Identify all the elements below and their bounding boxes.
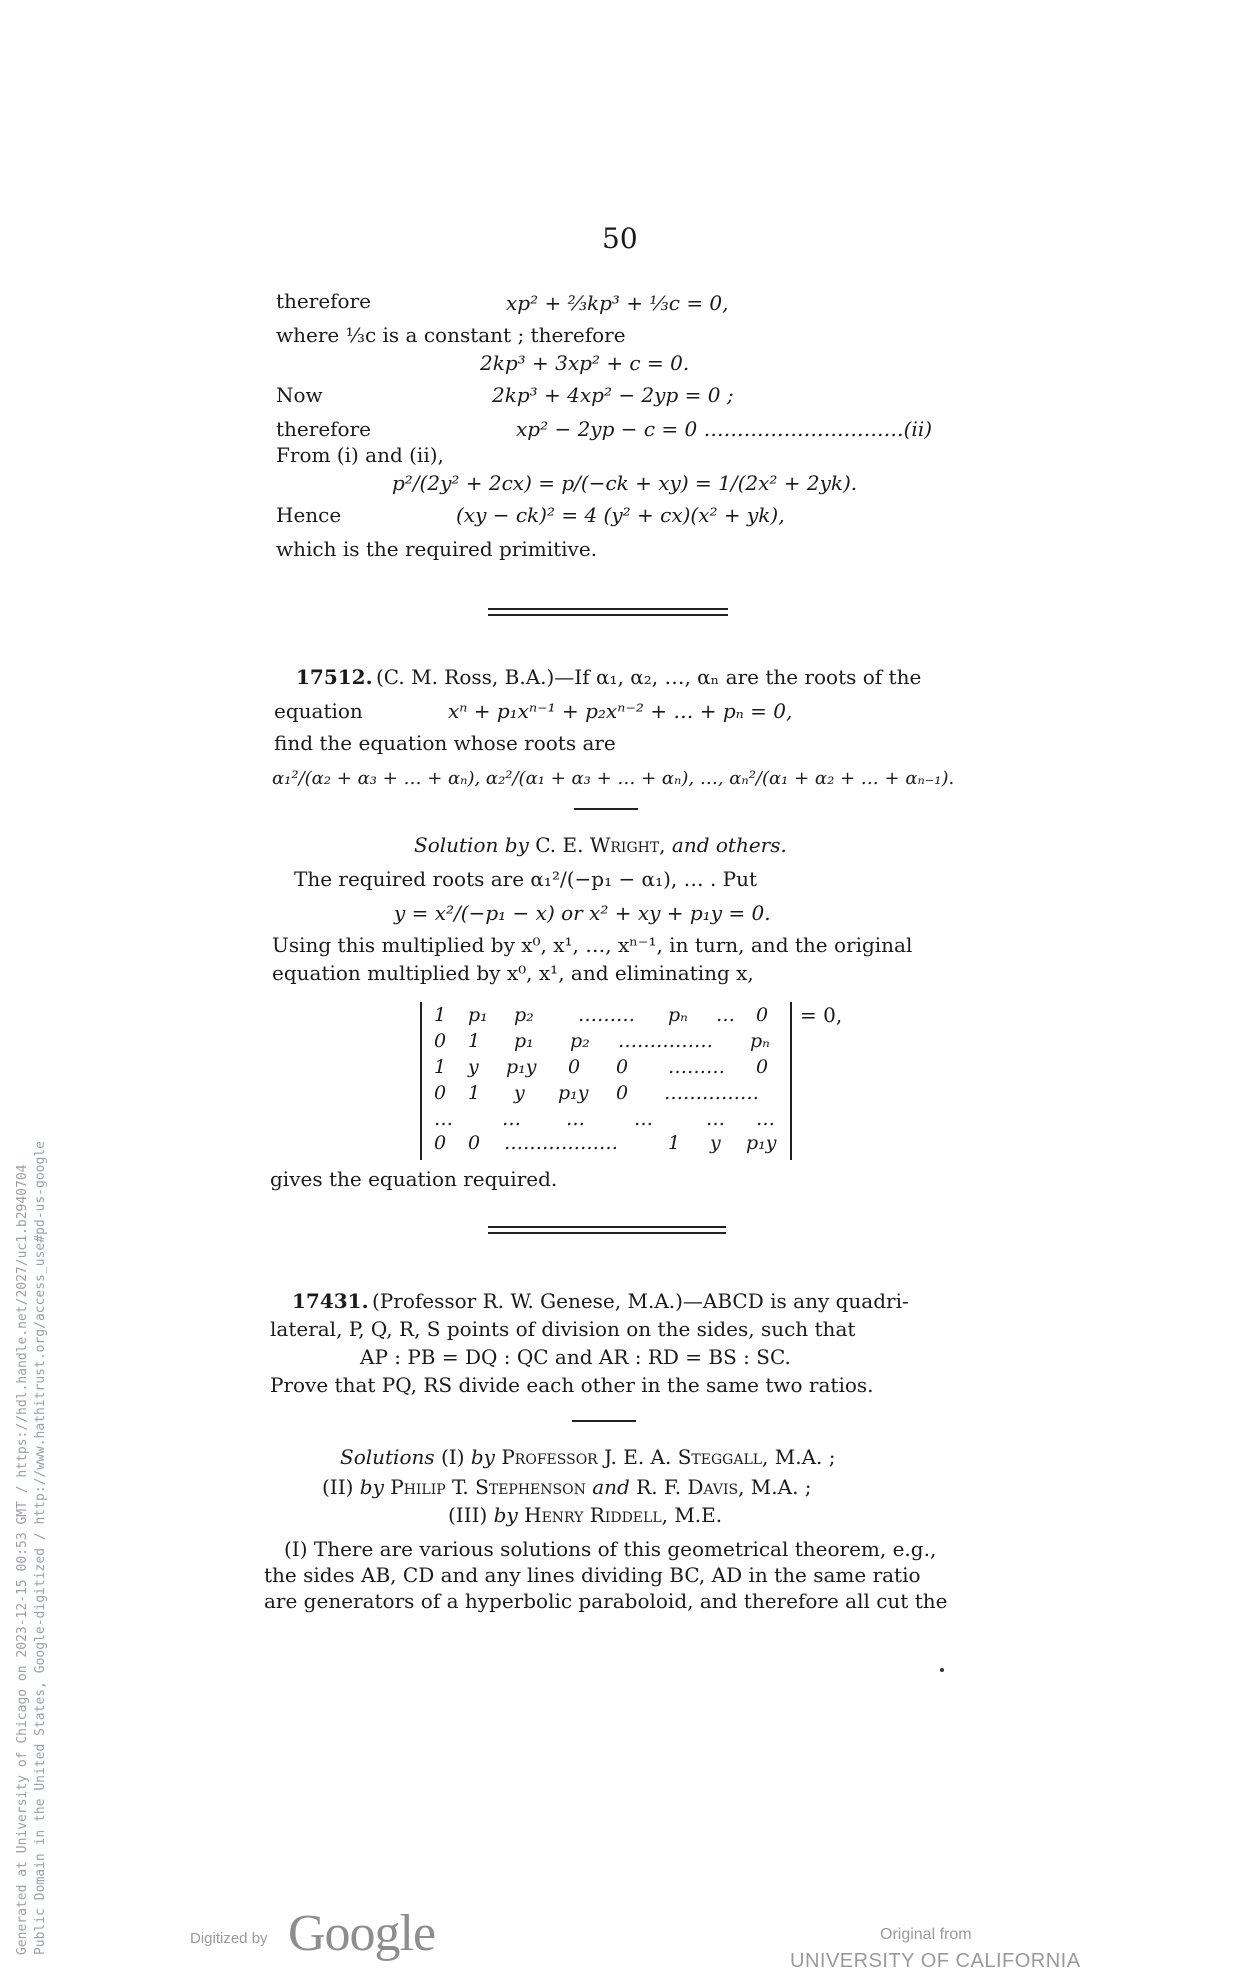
det-cell: 0	[568, 1056, 581, 1078]
det-cell: 1	[468, 1082, 481, 1104]
ink-speck	[940, 1668, 944, 1672]
equation-4: xp² − 2yp − c = 0 …………………………(ii)	[516, 417, 933, 441]
det-cell: 1	[468, 1030, 481, 1052]
original-from-label: Original from	[880, 1926, 972, 1943]
det-cell: pₙ	[668, 1004, 688, 1026]
divider-2b	[488, 1232, 726, 1234]
equation-6: (xy − ck)² = 4 (y² + cx)(x² + yk),	[456, 503, 785, 527]
roots-expression: α₁²/(α₂ + α₃ + … + αₙ), α₂²/(α₁ + α₃ + … + αₙ), …, αₙ²/(α₁ + α₂ + … + αₙ₋₁).	[272, 768, 955, 789]
solver-name-4: Henry Riddell, M.E.	[524, 1503, 723, 1527]
det-cell: …	[756, 1108, 775, 1130]
det-cell: 0	[434, 1082, 447, 1104]
text-equation: equation	[274, 699, 363, 723]
provenance-line-2: Public Domain in the United States, Google-digitized / http://www.hathitrust.org/access_use#pd-us-google	[33, 1141, 48, 1955]
det-cell: 1	[434, 1056, 447, 1078]
determinant	[420, 1002, 792, 1160]
solver-name-2: Philip T. Stephenson	[390, 1475, 586, 1499]
divider-1a	[488, 608, 728, 610]
det-cell: 0	[756, 1004, 769, 1026]
provenance-watermark	[14, 1141, 50, 1955]
paragraph-line-2: the sides AB, CD and any lines dividing BC, AD in the same ratio	[264, 1563, 921, 1587]
solution-numeral-2: (II)	[322, 1475, 354, 1499]
det-cell: …	[566, 1108, 585, 1130]
solver-name: C. E. Wright,	[535, 833, 666, 857]
determinant-equals: = 0,	[800, 1003, 843, 1027]
paragraph-line-1: (I) There are various solutions of this geometrical theorem, e.g.,	[284, 1537, 937, 1561]
det-cell: p₂	[514, 1004, 534, 1026]
det-cell: 1	[668, 1132, 681, 1154]
by-label: by	[470, 1445, 495, 1469]
det-cell: p₂	[570, 1030, 590, 1052]
det-cell: 0	[468, 1132, 481, 1154]
solver-name-3: R. F. Davis, M.A. ;	[636, 1475, 812, 1499]
det-cell: …	[634, 1108, 653, 1130]
text-hence: Hence	[276, 503, 342, 527]
det-cell: y	[468, 1056, 479, 1078]
problem-17431-line-3: AP : PB = DQ : QC and AR : RD = BS : SC.	[360, 1345, 791, 1369]
det-cell: ……………	[664, 1082, 759, 1104]
det-cell: y	[514, 1082, 525, 1104]
problem-number-17512: 17512.	[296, 665, 373, 689]
problem-number-17431: 17431.	[292, 1289, 369, 1313]
equation-2: 2kp³ + 3xp² + c = 0.	[480, 351, 690, 375]
solutions-line-1	[340, 1444, 836, 1470]
divider-2a	[488, 1226, 726, 1228]
by-label: by	[359, 1475, 384, 1499]
problem-17431-line-4: Prove that PQ, RS divide each other in the same two ratios.	[270, 1373, 874, 1397]
text-now: Now	[276, 383, 323, 407]
det-cell: p₁y	[558, 1082, 589, 1104]
problem-17431-line-2: lateral, P, Q, R, S points of division on the sides, such that	[270, 1317, 856, 1341]
solution-by-label: Solution by	[414, 833, 529, 857]
institution-label: UNIVERSITY OF CALIFORNIA	[790, 1950, 1081, 1972]
solutions-line-3	[448, 1502, 722, 1528]
det-row-6	[422, 1132, 790, 1158]
det-cell: 0	[434, 1132, 447, 1154]
det-cell: ……………	[618, 1030, 713, 1052]
google-logo: Google	[288, 1905, 436, 1962]
provenance-line-1: Generated at University of Chicago on 2023-12-15 00:53 GMT / https://hdl.handle.net/2027/uc1.b2940704	[15, 1164, 30, 1955]
problem-17431-line-1: (Professor R. W. Genese, M.A.)—ABCD is any quadri-	[372, 1289, 909, 1313]
solution-line-3: Using this multiplied by x⁰, x¹, …, xⁿ⁻¹, in turn, and the original	[272, 933, 913, 957]
det-cell: p₁y	[506, 1056, 537, 1078]
and-label: and	[592, 1475, 630, 1499]
solution-line-2: y = x²/(−p₁ − x) or x² + xy + p₁y = 0.	[394, 901, 771, 925]
text-gives: gives the equation required.	[270, 1167, 558, 1191]
det-row-5	[422, 1108, 790, 1134]
det-cell: 1	[434, 1004, 447, 1026]
short-divider-2	[572, 1420, 636, 1422]
solution-line-4: equation multiplied by x⁰, x¹, and eliminating x,	[272, 961, 754, 985]
det-cell: p₁	[468, 1004, 488, 1026]
text-therefore-1: therefore	[276, 289, 371, 313]
page-number: 50	[602, 222, 638, 255]
det-cell: 0	[756, 1056, 769, 1078]
det-cell: …	[434, 1108, 453, 1130]
text-primitive: which is the required primitive.	[276, 537, 598, 561]
det-row-3	[422, 1056, 790, 1082]
text-find: find the equation whose roots are	[274, 731, 616, 755]
det-cell: pₙ	[750, 1030, 770, 1052]
det-cell: 0	[616, 1082, 629, 1104]
solution-line-1: The required roots are α₁²/(−p₁ − α₁), … . Put	[294, 867, 758, 891]
text-from: From (i) and (ii),	[276, 443, 444, 467]
equation-17512: xⁿ + p₁xⁿ⁻¹ + p₂xⁿ⁻² + … + pₙ = 0,	[448, 699, 793, 723]
solution-numeral-1: (I)	[441, 1445, 465, 1469]
solutions-label: Solutions	[340, 1445, 435, 1469]
solver-name-1: Professor J. E. A. Steggall, M.A. ;	[501, 1445, 836, 1469]
problem-17512-intro: (C. M. Ross, B.A.)—If α₁, α₂, …, αₙ are the roots of the	[376, 665, 922, 689]
equation-5: p²/(2y² + 2cx) = p/(−ck + xy) = 1/(2x² + 2yk).	[392, 471, 858, 495]
paragraph-line-3: are generators of a hyperbolic paraboloid, and therefore all cut the	[264, 1589, 948, 1613]
det-cell: 0	[434, 1030, 447, 1052]
det-cell: …	[706, 1108, 725, 1130]
det-cell: …	[502, 1108, 521, 1130]
digitized-by-label: Digitized by	[190, 1930, 268, 1947]
det-row-1	[422, 1004, 790, 1030]
by-label: by	[493, 1503, 518, 1527]
equation-3: 2kp³ + 4xp² − 2yp = 0 ;	[492, 383, 734, 407]
det-cell: ………	[668, 1056, 725, 1078]
det-cell: p₁	[514, 1030, 534, 1052]
text-therefore-2: therefore	[276, 417, 371, 441]
det-row-4	[422, 1082, 790, 1108]
det-cell: ………	[578, 1004, 635, 1026]
divider-1b	[488, 614, 728, 616]
det-cell: 0	[616, 1056, 629, 1078]
det-cell: ………………	[504, 1132, 618, 1154]
short-divider-1	[574, 808, 638, 810]
equation-1: xp² + ⅔kp³ + ⅓c = 0,	[506, 291, 729, 315]
det-cell: p₁y	[746, 1132, 777, 1154]
solutions-line-2	[322, 1474, 812, 1500]
solution-others: and others.	[671, 833, 787, 857]
det-cell: …	[716, 1004, 735, 1026]
det-cell: y	[710, 1132, 721, 1154]
det-row-2	[422, 1030, 790, 1056]
solution-heading-17512	[414, 832, 787, 858]
text-where: where ⅓c is a constant ; therefore	[276, 323, 626, 347]
solution-numeral-3: (III)	[448, 1503, 488, 1527]
